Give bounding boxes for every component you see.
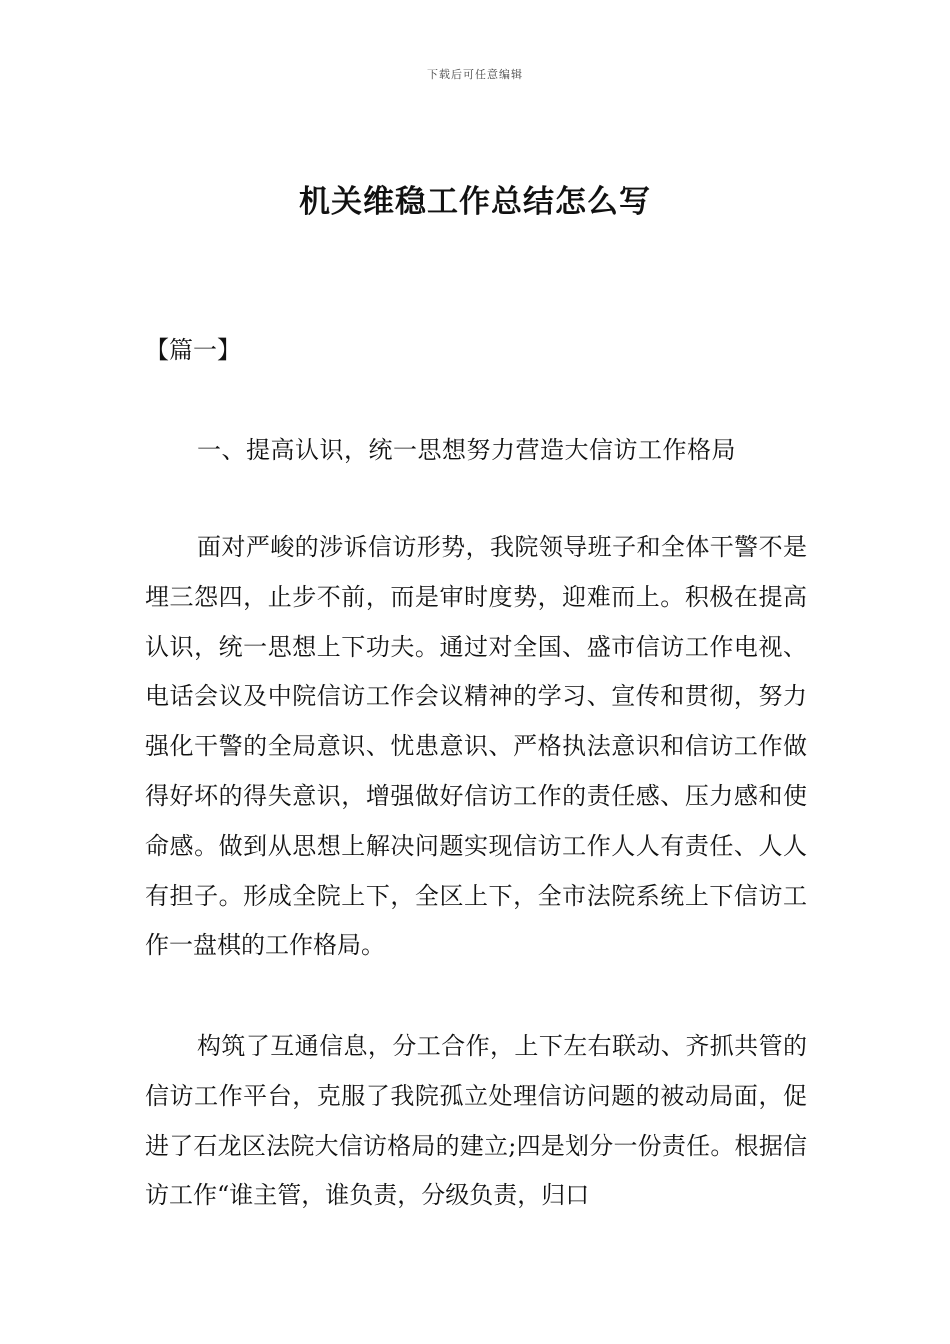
section-heading: 一、提高认识，统一思想努力营造大信访工作格局: [197, 436, 736, 464]
section-label: 【篇一】: [145, 336, 241, 364]
document-title: 机关维稳工作总结怎么写: [299, 184, 651, 220]
body-paragraph: 面对严峻的涉诉信访形势，我院领导班子和全体干警不是埋三怨四，止步不前，而是审时度势，迎难而上。积极在提高认识，统一思想上下功夫。通过对全国、盛市信访工作电视、电话会议及中院信访工作会议精神的学习、宣传和贯彻，努力强化干警的全局意识、忧患意识、严格执法意识和信访工作做得好坏的得失意识，增强做好信访工作的责任感、压力感和使命感。做到从思想上解决问题实现信访工作人人有责任、人人有担子。形成全院上下，全区上下，全市法院系统上下信访工作一盘棋的工作格局。: [145, 533, 807, 960]
page-header-note: 下载后可任意编辑: [427, 68, 523, 81]
body-paragraph: 构筑了互通信息，分工合作，上下左右联动、齐抓共管的信访工作平台，克服了我院孤立处理信访问题的被动局面，促进了石龙区法院大信访格局的建立;四是划分一份责任。根据信访工作“谁主管，谁负责，分级负责，归口: [145, 1032, 807, 1210]
